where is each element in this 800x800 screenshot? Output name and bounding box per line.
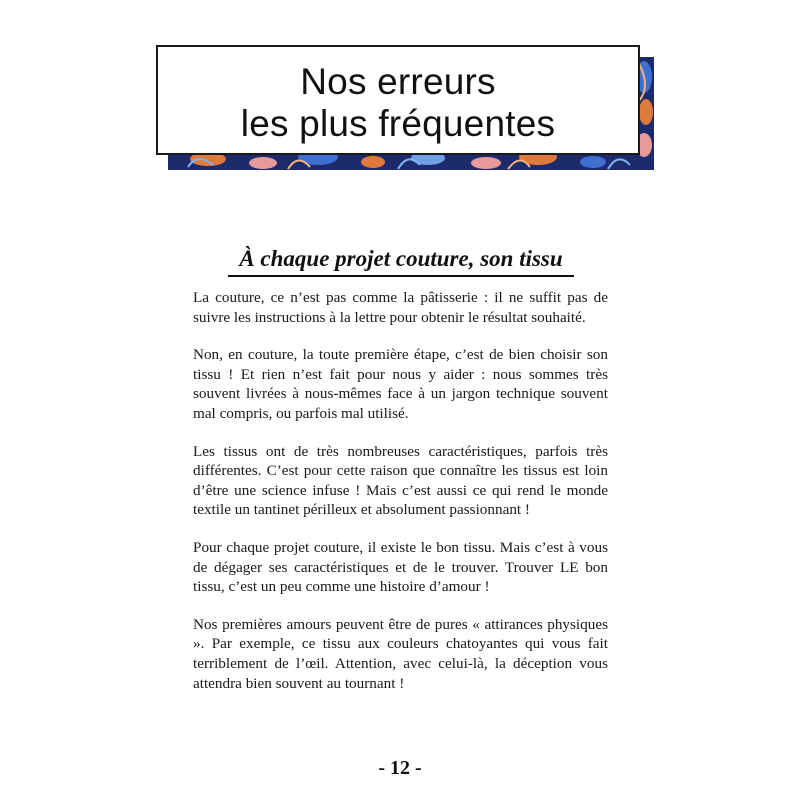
paragraph: Les tissus ont de très nombreuses caractéristiques, parfois très différentes. C’est pour cette raison que connaître les tissus est loin d’être une science infuse ! Mais c’est aussi ce qui rend le monde textile un tantinet périlleux et absolument passionnant ! [193,442,608,519]
chapter-title-line-1: Nos erreurs [300,61,496,102]
page-number: - 12 - [378,757,422,779]
paragraph: La couture, ce n’est pas comme la pâtisserie : il ne suffit pas de suivre les instructions à la lettre pour obtenir le résultat souhaité. [193,289,608,326]
paragraph: Non, en couture, la toute première étape, c’est de bien choisir son tissu ! Et rien n’est fait pour nous y aider : nous sommes très souvent livrées à nous-mêmes face à un jargon technique souvent mal compris, ou parfois mal utilisé. [193,346,608,422]
chapter-title-line-2: les plus fréquentes [240,103,556,144]
chapter-title-box [156,45,640,155]
body-text [193,288,608,711]
paragraph: Nos premières amours peuvent être de pures « attirances physiques ». Par exemple, ce tissu aux couleurs chatoyantes qui vous fait terriblement de l’œil. Attention, avec celui-là, la déception vous attendra bien souvent au tournant ! [193,615,608,692]
section-heading-underline [228,275,574,277]
paragraph: Pour chaque projet couture, il existe le bon tissu. Mais c’est à vous de dégager ses caractéristiques et de le trouver. Trouver LE bon tissu, c’est un peu comme une histoire d’amour ! [193,538,608,596]
section-heading: À chaque projet couture, son tissu [239,246,563,271]
